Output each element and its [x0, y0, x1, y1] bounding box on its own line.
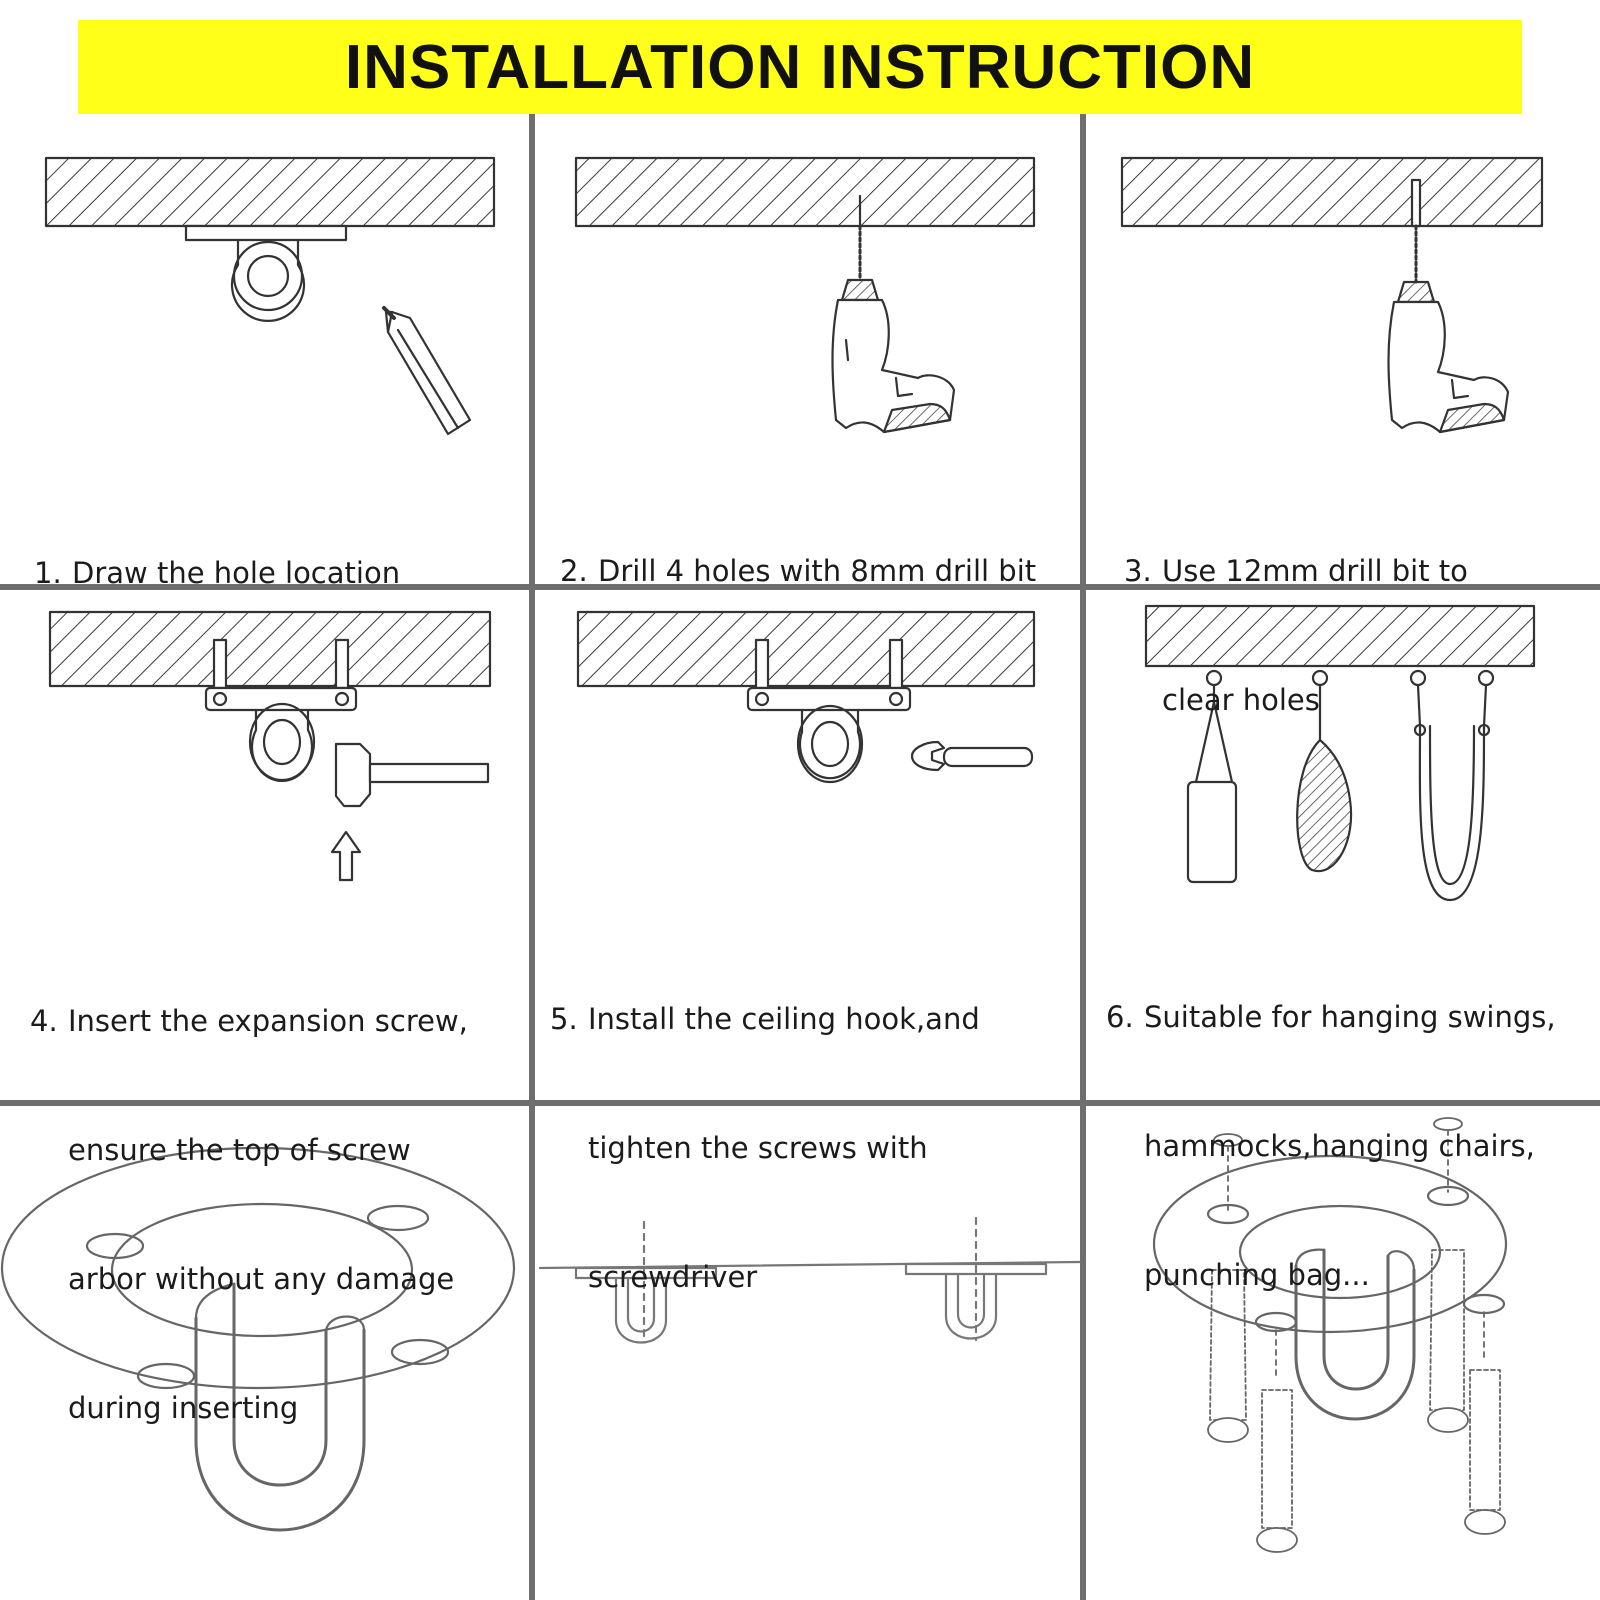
ceiling-hook-icon: [232, 240, 304, 321]
step-text: arbor without any damage: [68, 1262, 455, 1296]
step-number: 1.: [34, 556, 62, 590]
ceiling-hook-icon: [250, 704, 314, 781]
pencil-icon: [384, 308, 470, 434]
step-text: Install the ceiling hook,and: [588, 1002, 980, 1036]
panel-1-illustration: [46, 158, 494, 434]
ceiling-2: [576, 158, 1034, 226]
ceiling-3: [1122, 158, 1542, 226]
step-text: clear holes: [1162, 683, 1320, 717]
hook-plate-4: [206, 688, 356, 710]
step-text: screwdriver: [588, 1260, 758, 1294]
panel-4-illustration: [50, 612, 490, 880]
wrench-icon: [912, 742, 1032, 770]
panel-5-illustration: [578, 612, 1034, 782]
panel-2-illustration: [576, 158, 1034, 432]
ceiling-1: [46, 158, 494, 226]
step-text: during inserting: [68, 1391, 299, 1425]
panel-3-illustration: [1122, 158, 1542, 432]
ceiling-hook-icon: [798, 706, 862, 782]
step-6-caption: [1106, 910, 1556, 1340]
step-text: Insert the expansion screw,: [68, 1004, 468, 1038]
drill-icon: [1389, 226, 1509, 432]
step-text: punching bag...: [1144, 1258, 1370, 1292]
step-number: 4.: [30, 1004, 58, 1038]
drill-icon: [833, 226, 955, 432]
hammer-icon: [336, 744, 488, 806]
step-text: tighten the screws with: [588, 1131, 928, 1165]
page-title: INSTALLATION INSTRUCTION: [344, 32, 1256, 102]
step-5-caption: [550, 912, 980, 1342]
step-1-caption: [34, 466, 400, 638]
step-number: 6.: [1106, 1000, 1134, 1034]
step-4-caption: [30, 914, 468, 1473]
step-number: 2.: [560, 554, 588, 588]
step-3-caption: [1124, 464, 1468, 765]
hook-plate-1: [186, 226, 346, 240]
step-text: Use 12mm drill bit to: [1162, 554, 1468, 588]
step-text: Suitable for hanging swings,: [1144, 1000, 1556, 1034]
step-text: Drill 4 holes with 8mm drill bit: [598, 554, 1037, 588]
step-number: 3.: [1124, 554, 1152, 588]
step-number: 5.: [550, 1002, 578, 1036]
step-text: hammocks,hanging chairs,: [1144, 1129, 1535, 1163]
step-text: Draw the hole location: [72, 556, 401, 590]
step-text: ensure the top of screw: [68, 1133, 411, 1167]
step-2-caption: [560, 464, 1036, 636]
arrow-up-icon: [332, 832, 360, 880]
